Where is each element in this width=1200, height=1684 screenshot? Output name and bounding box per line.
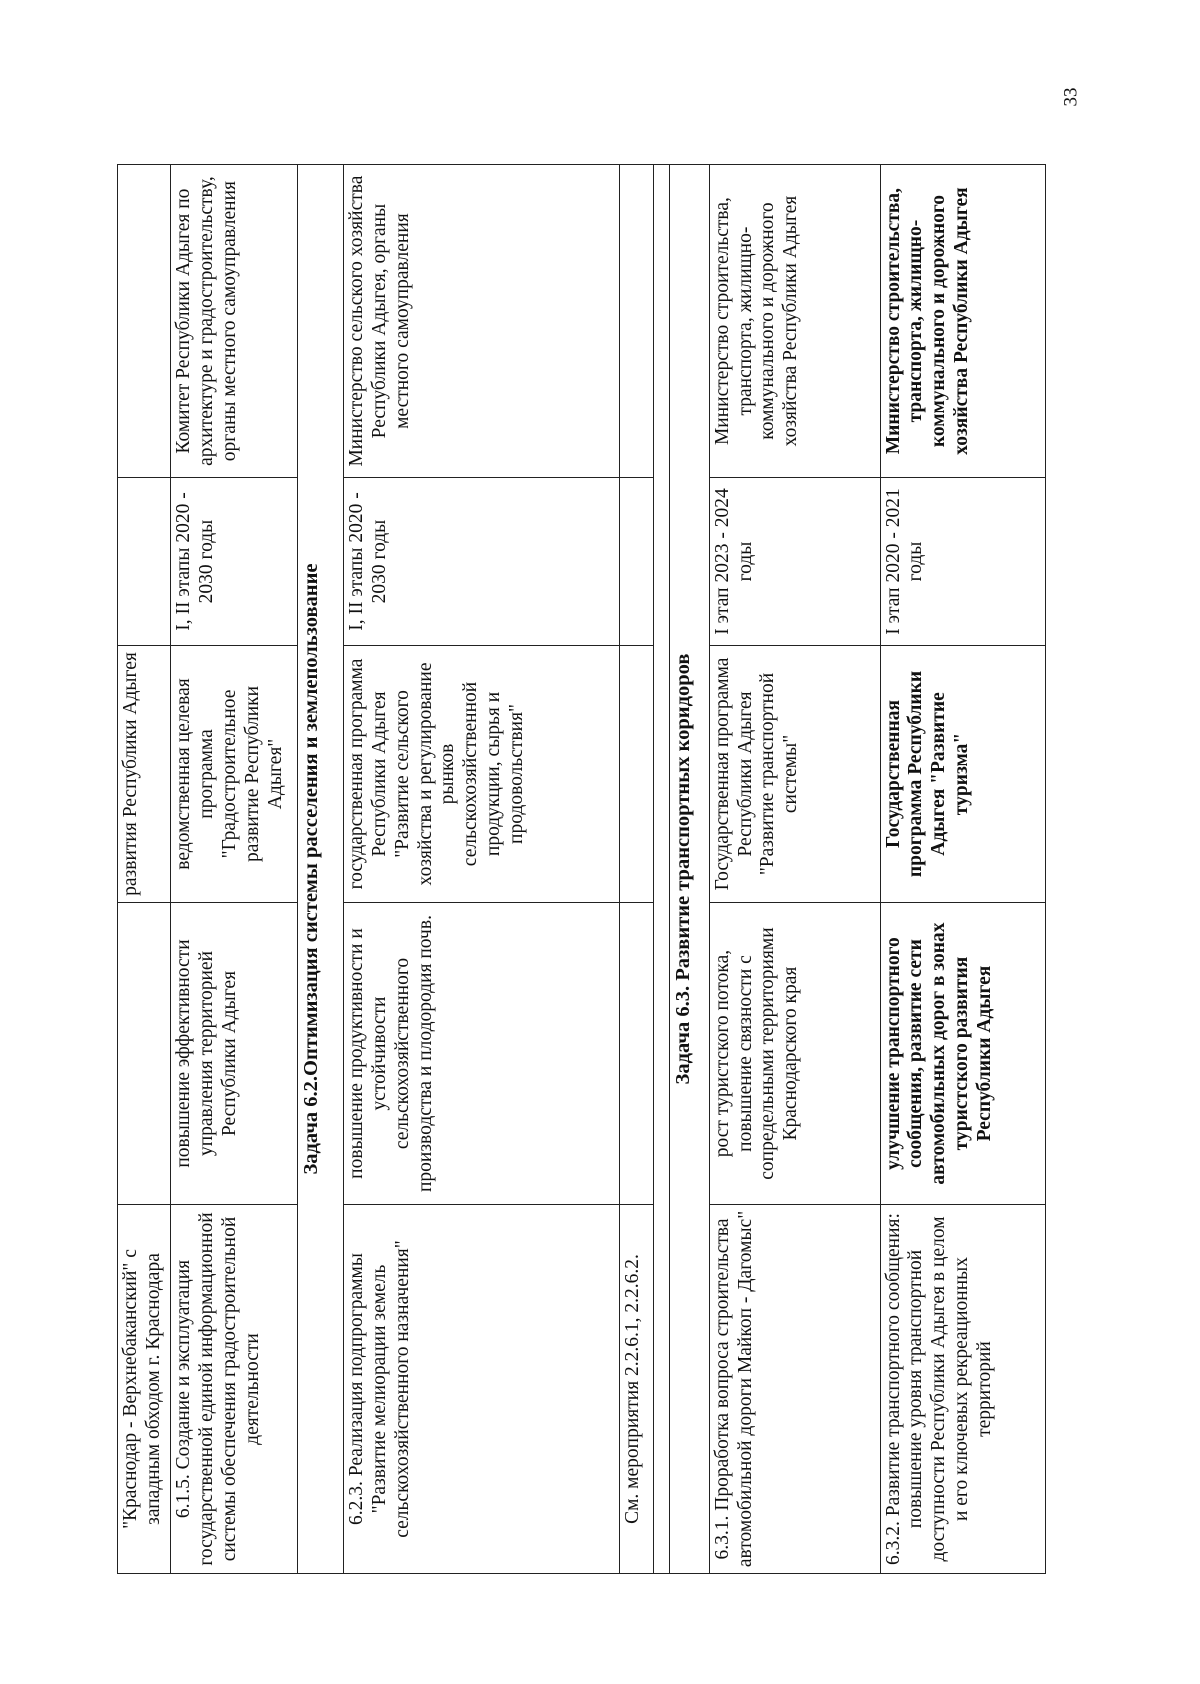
program-cell: Государственная программа Республики Адыгея "Развитие туризма"	[880, 645, 1046, 902]
table-row-see-events	[620, 165, 654, 1574]
program-cell: Государственная программа Республики Адыгея "Развитие транспортной системы"	[709, 645, 880, 902]
see-events-cell: См. мероприятия 2.2.6.1, 2.2.6.2.	[620, 1204, 654, 1573]
spacer-cell	[653, 165, 669, 1574]
result-cell: повышение эффективности управления территорией Республики Адыгея	[171, 903, 297, 1205]
stage-cell: I, II этапы 2020 - 2030 годы	[344, 478, 620, 646]
page-number: 33	[1060, 87, 1082, 107]
task-heading-6-2: Задача 6.2.Оптимизация системы расселения и землепользование	[297, 165, 343, 1574]
stage-cell	[118, 478, 171, 646]
result-cell: улучшение транспортного сообщения, развитие сети автомобильных дорог в зонах туристского развития Республики Адыгея	[880, 903, 1046, 1205]
result-cell	[118, 903, 171, 1205]
table-row-continuation	[118, 165, 171, 1574]
task-row-6-2	[297, 165, 343, 1574]
event-cell: "Краснодар - Верхнебаканский" с западным обходом г. Краснодара	[118, 1204, 171, 1573]
empty-cell	[620, 165, 654, 478]
task-row-6-3	[669, 165, 709, 1574]
executor-cell: Министерство строительства, транспорта, жилищно-коммунального и дорожного хозяйства Республики Адыгея	[880, 165, 1046, 478]
event-cell: 6.2.3. Реализация подпрограммы "Развитие мелиорации земель сельскохозяйственного назначения"	[344, 1204, 620, 1573]
measures-table	[117, 164, 1046, 1574]
result-cell: рост туристского потока, повышение связности с сопредельными территориями Краснодарского края	[709, 903, 880, 1205]
table-row-6-3-1	[709, 165, 880, 1574]
empty-cell	[620, 903, 654, 1205]
stage-cell: I этап 2020 - 2021 годы	[880, 478, 1046, 646]
table-row-6-1-5	[171, 165, 297, 1574]
event-cell: 6.1.5. Создание и эксплуатация государственной единой информационной системы обеспечения градостроительной деятельности	[171, 1204, 297, 1573]
stage-cell: I этап 2023 - 2024 годы	[709, 478, 880, 646]
table-row-6-2-3	[344, 165, 620, 1574]
task-heading-6-3: Задача 6.3. Развитие транспортных коридоров	[669, 165, 709, 1574]
rotated-table-container	[117, 164, 1046, 1574]
spacer-row	[653, 165, 669, 1574]
program-cell: государственная программа Республики Адыгея "Развитие сельского хозяйства и регулирование рынков сельскохозяйственной продукции, сырья и продовольствия"	[344, 645, 620, 902]
stage-cell: I, II этапы 2020 - 2030 годы	[171, 478, 297, 646]
event-cell: 6.3.1. Проработка вопроса строительства автомобильной дороги Майкоп - Дагомыс"	[709, 1204, 880, 1573]
empty-cell	[620, 478, 654, 646]
program-cell: ведомственная целевая программа "Градостроительное развитие Республики Адыгея"	[171, 645, 297, 902]
event-cell: 6.3.2. Развитие транспортного сообщения: повышение уровня транспортной доступности Республики Адыгея в целом и его ключевых рекреационных территорий	[880, 1204, 1046, 1573]
executor-cell: Министерство строительства, транспорта, жилищно-коммунального и дорожного хозяйства Республики Адыгея	[709, 165, 880, 478]
table-row-6-3-2	[880, 165, 1046, 1574]
executor-cell	[118, 165, 171, 478]
program-cell: развития Республики Адыгея	[118, 645, 171, 902]
executor-cell: Министерство сельского хозяйства Республики Адыгея, органы местного самоуправления	[344, 165, 620, 478]
empty-cell	[620, 645, 654, 902]
executor-cell: Комитет Республики Адыгея по архитектуре и градостроительству, органы местного самоуправления	[171, 165, 297, 478]
result-cell: повышение продуктивности и устойчивости сельскохозяйственного производства и плодородия почв.	[344, 903, 620, 1205]
